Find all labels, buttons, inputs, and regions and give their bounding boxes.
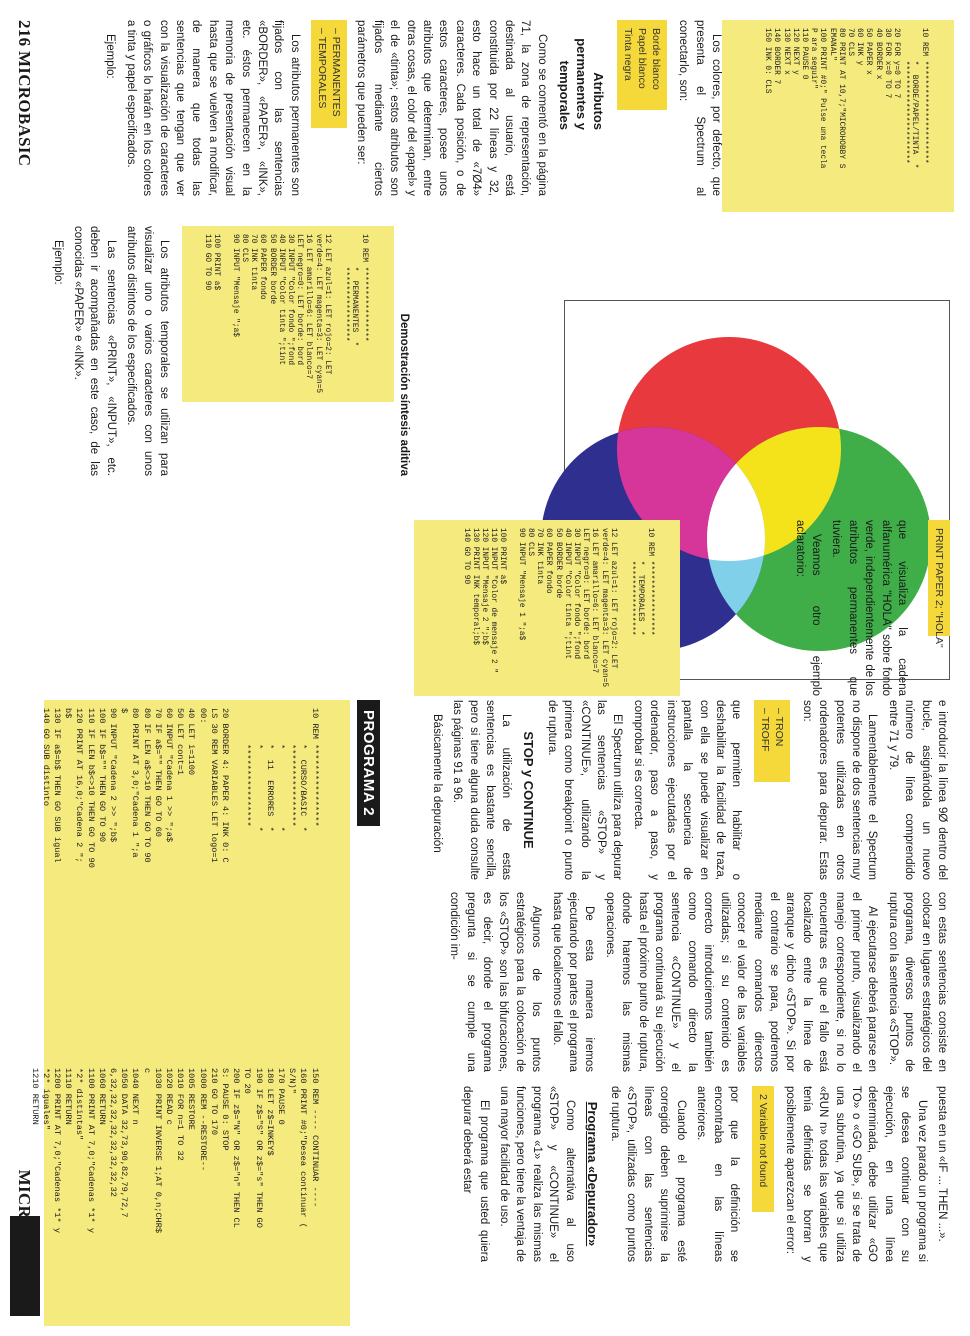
listing-line: 20 FOR y=0 TO 7 xyxy=(891,28,900,99)
troff: – TROFF xyxy=(759,708,772,752)
paragraph-temporary: Los atributos temporales se utilizan para visualizar uno o varios caracteres con unos atributos distintos de los especificados. xyxy=(125,226,170,476)
listing-line: 60 INPUT "Cadena 1 >> ";a$ xyxy=(163,708,174,843)
listing-line: 150 REM ---- CONTINUAR ---- xyxy=(309,1068,320,1208)
listing-temporary xyxy=(414,520,680,696)
error-box xyxy=(752,1086,774,1212)
listing-line: 140 GO TO 90 xyxy=(461,528,470,585)
listing-line: 16 LET amarillo=6: LET blanco=7 xyxy=(304,234,313,380)
listing-line: 12 LET azul=1: LET rojo=2: LET xyxy=(322,234,331,375)
heading-debugger: Programa «Depurador» xyxy=(584,1101,600,1247)
listing-line: 80 PRINT AT 10,7;"MICROHOBBY S xyxy=(836,28,845,169)
listing-line: 50 PAPER x xyxy=(864,28,873,75)
listing-line: 1020 READ c xyxy=(163,1068,174,1125)
listing-line: 110 INPUT "Color de mensaje 2 " xyxy=(489,528,498,674)
listing-line: S: PAUSE 0: STOP xyxy=(219,1068,230,1151)
listing-line: 30 FOR x=0 TO 7 xyxy=(882,28,891,99)
listing-line: TO 20 xyxy=(242,1068,253,1094)
paragraph-usage: La utilización de estas sentencias es bastante sencilla, pero si tiene alguna duda consulte las páginas 91 a 96. xyxy=(451,700,513,880)
listing-lines xyxy=(202,234,368,394)
listing-line: 110 IF LEN b$<>10 THEN GO TO 90 xyxy=(85,708,96,868)
heading-permanent-temporary: Atributos permanentes y temporales xyxy=(556,38,606,130)
listing-line: *2* distintas" xyxy=(74,1068,85,1141)
paragraph-by-parts: De esta manera iremos ejecutando por partes el programa hasta que localicemos el fallo. xyxy=(550,892,596,1072)
listing-line: LS 30 REM VARIABLES LET logo=1 xyxy=(208,708,219,863)
listing-line: 1210 RETURN xyxy=(29,1068,40,1125)
listing-line: 140 BORDER 7 xyxy=(772,28,781,85)
rp-col-f xyxy=(455,1086,950,1262)
paragraph-example-a: Ejemplo: xyxy=(104,34,117,79)
listing-line: 1050 DATA 32,73,90,82,79,72,7 xyxy=(119,1068,130,1218)
tron: – TRON xyxy=(773,708,786,747)
listing-line xyxy=(230,708,241,1058)
listing-line: 1200 PRINT AT 7,0;"Cadenas *1* y xyxy=(51,1068,62,1234)
heading-stop-continue: STOP y CONTINUE xyxy=(521,731,537,849)
paragraph-program-to-debug: El programa que usted quiera depurar deberá estar xyxy=(461,1086,490,1262)
listing-line: EMANAL" xyxy=(827,28,836,61)
heading-additive-synthesis: Demostración síntesis aditiva xyxy=(398,313,410,476)
listing-line: ********************** xyxy=(901,28,910,164)
paragraph-attributes: Como se comentó en la página 71, la zona de representación, destinada al usuario, está constituida por 22 líneas y 32, esto hace un total de «7Ø4» caracteres. Cada posición, o de estos caracteres, posee unos atributos que determinan, entre otras cosas, el color del «papel» y el de «tinta»; estos atributos son fijados mediante ciertos parámetros que pueden ser: xyxy=(355,20,548,196)
listing-line: * 11 ERRORES * xyxy=(264,708,275,832)
listing-line: 70 IF a$="" THEN GO TO 60 xyxy=(152,708,163,837)
program-2-listing-b xyxy=(29,1060,350,1326)
error-message: 2 Variable not found xyxy=(756,1094,769,1188)
kind-temporary: – TEMPORALES xyxy=(315,28,328,109)
column-a xyxy=(98,20,724,196)
listing-line: 1000 REM --RESTORE-- xyxy=(197,1068,208,1172)
listing-line xyxy=(220,234,229,394)
defaults-box xyxy=(617,20,667,110)
listing-line: verde=4: LET magenta=3: LET cyan=5 xyxy=(599,528,608,688)
listing-line: 190 IF z$="S" OR z$="s" THEN GO xyxy=(253,1068,264,1228)
paragraph-goto-gosub: Una vez parado un programa si se desea continuar con su ejecución, en una línea determinada, debe utilizar «GO TO» o «GO SUB», si se trata de una subrutina, ya que si utiliza «RUN n» todas las variables que tenía definidas se borran y posiblemente aparezcan el error: xyxy=(784,1086,928,1262)
listing-line: 10 REM ********************** xyxy=(919,28,928,164)
listing-line: **************** xyxy=(627,528,636,636)
listing-line: 210 GO TO 170 xyxy=(208,1068,219,1136)
listing-line: 100 PRINT #0;" Pulse una tecla xyxy=(818,28,827,169)
listing-line: 60 INK y xyxy=(855,28,864,66)
listing-line: 100 PRINT a$ xyxy=(498,528,507,585)
rp-col-e xyxy=(442,892,950,1072)
listing-line: 130 NEXT x xyxy=(781,28,790,75)
listing-line: 70 CLS xyxy=(845,28,854,57)
listing-line: 80 PRINT AT 3,0;"Cadena 1 ";a xyxy=(130,708,141,858)
listing-line: 16 LET amarillo=6: LET blanco=7 xyxy=(590,528,599,674)
listing-line: 110 PAUSE 0 xyxy=(799,28,808,80)
listing-lines xyxy=(762,28,928,204)
program-2-label: PROGRAMA 2 xyxy=(357,700,380,826)
default-border: Borde blanco xyxy=(649,28,662,90)
listing-line: 100 PRINT a$ xyxy=(212,234,221,291)
paragraph-another-example: Veamos otro ejemplo aclaratorio: xyxy=(793,520,822,696)
kinds-box xyxy=(311,20,347,128)
listing-line xyxy=(506,528,515,688)
listing-line: 30 INPUT "Color fondo ";fond xyxy=(571,528,580,660)
paragraph-definition: por que la definición se encontraba en las líneas anteriores. xyxy=(695,1086,740,1262)
column-c xyxy=(928,520,950,720)
listing-lines xyxy=(40,708,320,1058)
kind-permanent: – PERMANENTES xyxy=(329,28,342,117)
listing-line: 130 IF a$=b$ THEN GO SUB igual xyxy=(51,708,62,863)
listing-line: * PERMANENTES * xyxy=(350,234,359,347)
listing-line: 180 LET z$=INKEY$ xyxy=(264,1068,275,1156)
listing-line: 10 REM **************** xyxy=(359,234,368,342)
listing-line: 130 PRINT INK temporal;b$ xyxy=(470,528,479,645)
paragraph-breakpoints: con estas sentencias consiste en colocar en lugares estratégicos del programa, diversos puntos de ruptura con la sentencia «STOP». xyxy=(886,892,948,1072)
listing-line: 20 BORDER 4: PAPER 4: INK 0: C xyxy=(219,708,230,863)
listing-line: 6,32,32,32,32,32,32,32,32 xyxy=(107,1068,118,1197)
listing-line: 1005 RESTORE xyxy=(186,1068,197,1130)
listing-line: 40 INPUT "Color tinta ";tint xyxy=(562,528,571,660)
listing-line: 30 INPUT "Color fondo ";fond xyxy=(285,234,294,366)
listing-line: **************** xyxy=(287,708,298,827)
listing-line: 1030 PRINT INVERSE 1;AT 0,n;CHR$ xyxy=(152,1068,163,1234)
listing-line: 40 INPUT "Color tinta ";tint xyxy=(276,234,285,366)
listing-line: * CURSO/BASIC * xyxy=(298,708,309,832)
default-ink: Tinta negra xyxy=(621,28,634,81)
default-paper: Papel blanco xyxy=(635,28,648,89)
listing-line xyxy=(331,234,340,394)
tron-troff-box xyxy=(754,700,790,782)
listing-line: 90 INPUT "Cadena 2 >> ";b$ xyxy=(107,708,118,843)
listing-line: c xyxy=(141,1068,152,1074)
listing-line: 60 PAPER fondo xyxy=(258,234,267,300)
print-paper-code: PRINT PAPER 2; "HOLA" xyxy=(933,528,945,648)
paragraph-basically: Básicamente la depuración xyxy=(430,714,443,853)
listing-line: 10 REM **************** xyxy=(309,708,320,827)
column-b xyxy=(45,226,410,476)
listing-lines xyxy=(460,528,653,688)
column-c-text xyxy=(690,520,910,696)
paragraph-hola: que visualiza la cadena alfanumérica "HOLA" sobre fondo verde, independientemente de los atributos permanentes que tuviera. xyxy=(830,520,908,696)
listing-line: 90 INPUT "Mensaje ";a$ xyxy=(230,234,239,337)
listing-line: 1040 NEXT n xyxy=(130,1068,141,1125)
listing-line: $ xyxy=(119,708,130,714)
listing-line: 200 IF z$="N" OR z$="n" THEN CL xyxy=(231,1068,242,1228)
paragraph-spectrum-lacks: Lamentablemente el Spectrum no dispone de dos sentencias muy potentes utilizadas en otros ordenadores para depurar. Estas son: xyxy=(800,700,879,880)
listing-line: 80 CLS xyxy=(239,234,248,263)
listing-line: 60 PAPER fondo xyxy=(544,528,553,594)
listing-line: 80 CLS xyxy=(525,528,534,557)
listing-line: 10 REM **************** xyxy=(645,528,654,636)
rp-col-d xyxy=(424,700,950,880)
listing-line: b$ xyxy=(63,708,74,719)
listing-line: 50 BORDER borde xyxy=(267,234,276,305)
listing-line: **************** xyxy=(242,708,253,827)
listing-permanent xyxy=(182,226,394,402)
listing-line: 80 IF LEN a$<>10 THEN GO TO 90 xyxy=(141,708,152,863)
listing-line: 120 PRINT AT 16,0;"Cadena 2 "; xyxy=(74,708,85,863)
listing-line: 50 LET cont=1 xyxy=(175,708,186,776)
listing-line: 160 PRINT #0;"Desea continuar ( xyxy=(298,1068,309,1228)
listing-line: LET negro=0: LET borde: bord xyxy=(295,234,304,366)
paragraph-alternative: Como alternativa al uso «STOP» y «CONTINUE» el programa «1» realiza las mismas funciones, pero tiene la ventaja de una mayor facilidad de uso. xyxy=(498,1086,576,1262)
listing-line: * TEMPORALES * xyxy=(636,528,645,636)
paragraph-stop-continue: El Spectrum utiliza para depurar las sentencias «STOP» y «CONTINUE», utilizando la primera como breakpoint o punto de ruptura. xyxy=(545,700,624,880)
listing-line: S/N)" xyxy=(287,1068,298,1094)
listing-line: 00: xyxy=(197,708,208,724)
listing-line: 120 INPUT "Mensaje 2 ";b$ xyxy=(479,528,488,645)
paragraph-strategic-points: Algunos de los puntos estratégicos para la colocación de los «STOP» son las bifurcaciones, es decir, donde el programa pregunta si se cumple una condición im- xyxy=(448,892,543,1072)
listing-line: 1010 FOR n=1 TO 32 xyxy=(175,1068,186,1161)
listing-line: *2* iguales" xyxy=(40,1068,51,1130)
paragraph-remove-stops: Cuando el programa esté corregido deben suprimirse la líneas con las sentencias «STOP», utilizadas como puntos de ruptura. xyxy=(609,1086,687,1262)
listing-line: 1060 RETURN xyxy=(96,1068,107,1125)
listing-line: * BORDE/PAPEL/TINTA * xyxy=(910,28,919,169)
column-b-text xyxy=(49,226,172,476)
print-paper-box xyxy=(928,520,950,648)
listing-lines xyxy=(28,1068,319,1318)
listing-border-paper-ink xyxy=(722,20,954,212)
listing-line: 110 GO TO 90 xyxy=(203,234,212,291)
paragraph-default-colors: Los colores, por defecto, que presenta el Spectrum al conectarlo, son: xyxy=(677,20,722,196)
listing-line: 120 NEXT y xyxy=(790,28,799,75)
listing-line: 40 BORDER x xyxy=(873,28,882,80)
paragraph-example-b: Ejemplo: xyxy=(51,240,64,285)
listing-line: 70 INK tinta xyxy=(249,234,258,291)
listing-line: 90 INPUT "Mensaje 1 ";a$ xyxy=(516,528,525,641)
listing-line xyxy=(617,528,626,688)
paragraph-if-then: puesta en un «IF ... THEN ...». xyxy=(936,1086,948,1242)
folio-left: 216 MICROBASIC xyxy=(15,20,34,167)
listing-line: 50 BORDER borde xyxy=(553,528,562,599)
listing-line: 70 INK tinta xyxy=(535,528,544,585)
paragraph-execution: Al ejecutarse deberá pararse en el primer punto, visualizando el manejo correspondiente, si no lo encuentras es que el fallo está localizado entre la línea de arranque y dicho «STOP». Si por el contrario se para, podremos mediante comandos directos conocer el valor de las variables utilizadas; si su contenido es correcto introduciremos también como comando directo la sentencia «CONTINUE» y el programa continuará su ejecución hasta el próximo punto de ruptura, donde haremos las mismas operaciones. xyxy=(603,892,879,1072)
program-2-listing-a xyxy=(40,700,350,1066)
listing-line: * * xyxy=(253,708,264,832)
listing-line: LET negro=0: LET borde: bord xyxy=(581,528,590,660)
paragraph-trace: que permiten habilitar o deshabilitar la facilidad de traza, con ella se puede visualizar en pantalla la secuencia de instrucciones ejecutadas por el ordenador, paso a paso, y comprobar si es correcta. xyxy=(631,700,743,880)
listing-line: 40 LET i=1100 xyxy=(186,708,197,776)
paragraph-print-input: Las sentencias «PRINT», «INPUT», etc. deben ir acompañadas en este caso, de las conocidas «PAPER» e «INK». xyxy=(71,226,117,476)
listing-line: P ara seguir" xyxy=(809,28,818,89)
paragraph-permanent: Los atributos permanentes son fijados con las sentencias «BORDER», «PAPER», «INK», etc. éstos permanecen en la memoria de presentación visual hasta que se vuelven a modificar, de manera que todas las sentencias que tengan que ver con la visualización de caracteres o gráficos lo harán en los colores a tinta y papel especificados. xyxy=(124,20,301,196)
paragraph-loop-line: e introducir la línea 9Ø dentro del bucle, asignándola un nuevo número de línea comprendido entre 71 y 79. xyxy=(886,700,948,880)
listing-line: 170 PAUSE 0 xyxy=(275,1068,286,1125)
listing-line: * * xyxy=(275,708,286,832)
listing-line: 150 INK 0: CLS xyxy=(763,28,772,94)
listing-line: **************** xyxy=(341,234,350,342)
folio-right: MICROBASIC 209 xyxy=(15,1169,34,1316)
listing-line: 140 GO SUB distinto xyxy=(40,708,51,806)
listing-line: 1100 PRINT AT 7,0;"Cadenas *1* y xyxy=(85,1068,96,1234)
listing-line: verde=4: LET magenta=3: LET cyan=5 xyxy=(313,234,322,394)
listing-line: 12 LET azul=1: LET rojo=2: LET xyxy=(608,528,617,669)
listing-line: 100 IF b$="" THEN GO TO 90 xyxy=(96,708,107,843)
listing-line: 1110 RETURN xyxy=(63,1068,74,1125)
